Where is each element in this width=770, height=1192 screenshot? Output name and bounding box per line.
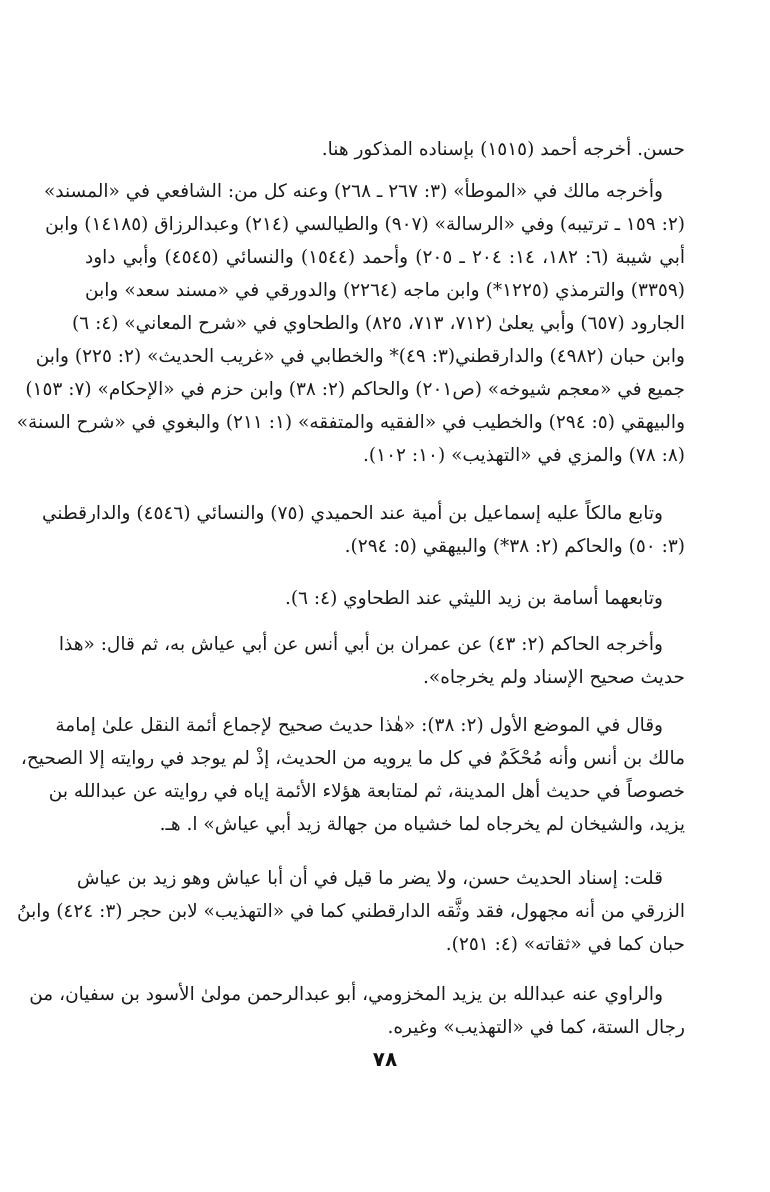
text-line: جميع في «معجم شيوخه» (ص٢٠١) والحاكم (٢: ٣٨) وابن حزم في «الإحكام» (٧: ١٥٣) [25,379,685,400]
text-line: الجارود (٦٥٧) وأبي يعلىٰ (٧١٢، ٧١٣، ٨٢٥) والطحاوي في «شرح المعاني» (٤: ٦) [72,313,685,334]
text-line: وتابعهما أسامة بن زيد الليثي عند الطحاوي (٤: ٦). [284,588,663,609]
paragraph-2 [16,175,685,472]
text-line: وقال في الموضع الأول (٢: ٣٨): «هٰذا حديث صحيح لإجماع أئمة النقل علىٰ إمامة [55,715,663,736]
text-line: أبي شيبة (٦: ١٨٢، ١٤: ٢٠٤ ـ ٢٠٥) وأحمد (١٥٤٤) والنسائي (٤٥٤٥) وأبي داود [85,247,685,268]
paragraph-6 [20,709,685,841]
text-line: (٣٣٥٩) والترمذي (١٢٢٥*) وابن ماجه (٢٢٦٤) والدورقي في «مسند سعد» وابن [85,280,685,301]
text-line: حديث صحيح الإسناد ولم يخرجاه». [423,667,685,688]
page-number: ٧٨ [372,1047,398,1071]
text-line: (٢: ١٥٩ ـ ترتيبه) وفي «الرسالة» (٩٠٧) والطيالسي (٢١٤) وعبدالرزاق (١٤١٨٥) وابن [45,214,685,235]
text-line: والراوي عنه عبدالله بن يزيد المخزومي، أبو عبدالرحمن مولىٰ الأسود بن سفيان، من [29,984,663,1005]
paragraph-8 [29,978,685,1044]
paragraph-7 [17,862,685,961]
text-line: وأخرجه الحاكم (٢: ٤٣) عن عمران بن أبي أنس عن أبي عياش به، ثم قال: «هذا [58,634,663,655]
text-line: (٨: ٧٨) والمزي في «التهذيب» (١٠: ١٠٢). [363,445,685,466]
text-line: والبيهقي (٥: ٢٩٤) والخطيب في «الفقيه والمتفقه» (١: ٢١١) والبغوي في «شرح السنة» [16,412,685,433]
text-line: خصوصاً في حديث أهل المدينة، ثم لمتابعة هؤلاء الأئمة إياه في روايته عن عبدالله بن [48,781,685,802]
text-line: وابن حبان (٤٩٨٢) والدارقطني(٣: ٤٩)* والخطابي في «غريب الحديث» (٢: ٢٢٥) وابن [35,346,685,367]
text-line: يزيد، والشيخان لم يخرجاه لما خشياه من جهالة زيد أبي عياش» ا. هـ. [159,814,685,835]
paragraph-3 [41,497,685,563]
paragraph-1 [85,133,685,166]
text-line: حبان كما في «ثقاته» (٤: ٢٥١). [445,934,685,955]
text-line: رجال الستة، كما في «التهذيب» وغيره. [387,1017,685,1038]
text-line: (٣: ٥٠) والحاكم (٢: ٣٨*) والبيهقي (٥: ٢٩٤). [344,536,685,557]
paragraph-4 [85,582,685,615]
text-line: وأخرجه مالك في «الموطأ» (٣: ٢٦٧ ـ ٢٦٨) وعنه كل من: الشافعي في «المسند» [43,181,663,202]
text-line: وتابع مالكاً عليه إسماعيل بن أمية عند الحميدي (٧٥) والنسائي (٤٥٤٦) والدارقطني [41,503,663,524]
text-line: مالك بن أنس وأنه مُحْكَمٌ في كل ما يرويه من الحديث، إذْ لم يوجد في روايته إلا الصحيح، [20,748,685,769]
text-line: حسن. أخرجه أحمد (١٥١٥) بإسناده المذكور هنا. [321,139,685,160]
text-line: قلت: إسناد الحديث حسن، ولا يضر ما قيل في أن أبا عياش وهو زيد بن عياش [76,868,663,889]
text-line: الزرقي من أنه مجهول، فقد وثَّقه الدارقطني كما في «التهذيب» لابن حجر (٣: ٤٢٤) وابنُ [17,901,685,922]
paragraph-5 [58,628,685,694]
